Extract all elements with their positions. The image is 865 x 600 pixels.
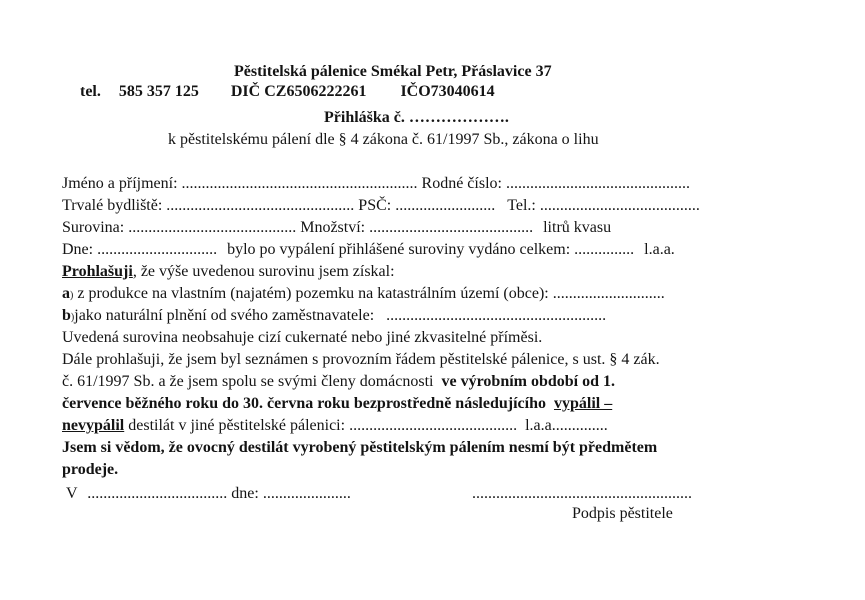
name-label: Jméno a příjmení: bbox=[62, 175, 178, 192]
no-sale-statement-line-2: prodeje. bbox=[62, 461, 119, 478]
signature-field[interactable]: ....................................................... bbox=[472, 485, 692, 502]
tel-label: tel. bbox=[80, 83, 101, 100]
law-reference-text: č. 61/1997 Sb. a že jsem spolu se svými členy domácnosti bbox=[62, 373, 434, 390]
place-label: V bbox=[66, 485, 78, 502]
form-title: Přihláška č. ………………. bbox=[324, 109, 509, 126]
option-b-paren: ) bbox=[70, 312, 75, 323]
tel-value: 585 357 125 bbox=[118, 83, 199, 100]
issued-amount-unit: l.a.a. bbox=[644, 241, 675, 258]
issued-amount-field[interactable]: ............... bbox=[574, 241, 635, 258]
option-a-letter: a bbox=[62, 285, 70, 302]
footer-date-field[interactable]: ...................... bbox=[262, 485, 351, 502]
phone-field[interactable]: ........................................ bbox=[539, 197, 700, 214]
material-row bbox=[62, 218, 611, 238]
other-distillery-field[interactable]: .......................................... bbox=[349, 417, 518, 434]
company-name: Pěstitelská pálenice Smékal Petr, Přáslavice 37 bbox=[234, 63, 552, 80]
name-row bbox=[62, 174, 690, 194]
option-a-paren: ) bbox=[70, 290, 74, 301]
place-field[interactable]: ................................... bbox=[87, 485, 228, 502]
quantity-field[interactable]: ......................................... bbox=[369, 219, 534, 236]
address-label: Trvalé bydliště: bbox=[62, 197, 163, 214]
declaration-heading bbox=[62, 262, 395, 282]
production-period-end: července běžného roku do 30. června roku bezprostředně následujícího bbox=[62, 395, 546, 412]
other-distillery-unit: l.a.a.............. bbox=[525, 417, 608, 434]
footer-date-label: dne: bbox=[231, 485, 259, 502]
operating-rules-line-4 bbox=[62, 416, 608, 436]
option-a-text: z produkce na vlastním (najatém) pozemku na katastrálním území (obce): bbox=[77, 285, 549, 302]
name-field[interactable]: ........................................................... bbox=[181, 175, 418, 192]
production-period-start: ve výrobním období od 1. bbox=[441, 373, 616, 390]
phone-label: Tel.: bbox=[507, 197, 536, 214]
date-label: Dne: bbox=[62, 241, 94, 258]
quantity-unit: litrů kvasu bbox=[543, 219, 612, 236]
place-date-row bbox=[66, 484, 351, 504]
dic-number: DIČ CZ6506222261 bbox=[230, 83, 367, 100]
declaration-intro: , že výše uvedenou surovinu jsem získal: bbox=[132, 263, 395, 280]
contact-line bbox=[80, 82, 495, 102]
option-a-row bbox=[62, 284, 665, 306]
material-field[interactable]: .......................................... bbox=[128, 219, 297, 236]
signature-label: Podpis pěstitele bbox=[572, 505, 673, 522]
date-field[interactable]: .............................. bbox=[97, 241, 218, 258]
option-b-text: jako naturální plnění od svého zaměstnavatele: bbox=[74, 307, 375, 324]
birth-number-field[interactable]: .............................................. bbox=[505, 175, 690, 192]
ico-number: IČO73040614 bbox=[400, 83, 495, 100]
material-purity-statement: Uvedená surovina neobsahuje cizí cukernaté nebo jiné zkvasitelné příměsi. bbox=[62, 329, 543, 346]
date-row bbox=[62, 240, 675, 260]
issued-text: bylo po vypálení přihlášené suroviny vydáno celkem: bbox=[227, 241, 571, 258]
operating-rules-line-2 bbox=[62, 372, 615, 392]
option-b-field[interactable]: ....................................................... bbox=[386, 307, 607, 324]
birth-number-label: Rodné číslo: bbox=[421, 175, 502, 192]
operating-rules-line-3 bbox=[62, 394, 612, 414]
form-subtitle: k pěstitelskému pálení dle § 4 zákona č. 61/1997 Sb., zákona o lihu bbox=[168, 131, 599, 148]
no-sale-statement-line-1: Jsem si vědom, že ovocný destilát vyrobený pěstitelským pálením nesmí být předmětem bbox=[62, 439, 658, 456]
psc-label: PSČ: bbox=[358, 197, 392, 214]
option-b-letter: b bbox=[62, 307, 71, 324]
not-distilled-option[interactable]: nevypálil bbox=[62, 417, 125, 434]
address-field[interactable]: ............................................... bbox=[166, 197, 355, 214]
distilled-option[interactable]: vypálil – bbox=[553, 395, 613, 412]
declaration-keyword: Prohlašuji bbox=[62, 263, 133, 280]
material-label: Surovina: bbox=[62, 219, 125, 236]
other-distillery-text: destilát v jiné pěstitelské pálenici: bbox=[128, 417, 346, 434]
address-row bbox=[62, 196, 700, 216]
option-b-row bbox=[62, 306, 606, 328]
psc-field[interactable]: ......................... bbox=[395, 197, 496, 214]
quantity-label: Množství: bbox=[300, 219, 366, 236]
option-a-field[interactable]: ............................ bbox=[552, 285, 665, 302]
operating-rules-line-1: Dále prohlašuji, že jsem byl seznámen s provozním řádem pěstitelské pálenice, s ust. § 4 zák. bbox=[62, 351, 660, 368]
